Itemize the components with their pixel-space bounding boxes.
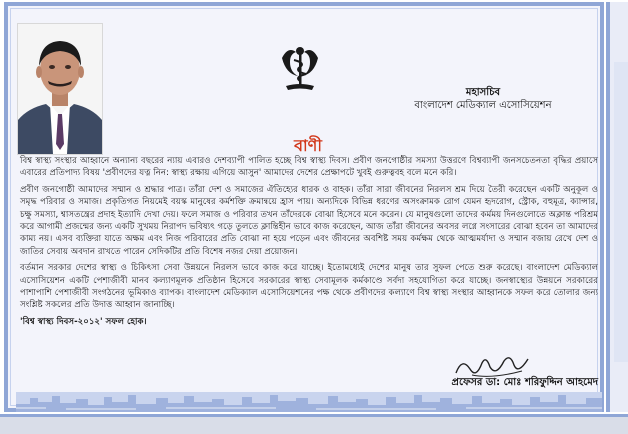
designation-block — [388, 86, 578, 112]
organization-name: বাংলাদেশ মেডিক্যাল এসোসিয়েশন — [414, 100, 552, 111]
designation-title: মহাসচিব — [465, 87, 501, 98]
closing-line: 'বিশ্ব স্বাস্থ্য দিবস-২০১২' সফল হোক। — [20, 316, 147, 327]
message-title: বাণী — [294, 136, 322, 155]
association-emblem-icon — [278, 42, 322, 94]
bottom-border-bar — [0, 414, 628, 434]
message-paragraph: বিশ্ব স্বাস্থ্য সংস্থার আহ্বানে অন্যান্য বছরের ন্যায় এবারও দেশব্যাপী পালিত হচ্ছে বিশ্ব স্বাস্থ্য দিবস। প্রবীণ জনগোষ্ঠীর সমস্যা উত্তরণে বিশ্বব্যাপী জনসচেতনতা বৃদ্ধির প্রয়াসে এবারের প্রতিপাদ্য বিষয় 'প্রবীণদের যত্ন নিন: স্বাস্থ্য রক্ষায় এগিয়ে আসুন' আমাদের দেশের প্রেক্ষাপটে খুবই গুরুত্ববহ বলে মনে করি। — [20, 156, 598, 179]
message-paragraph: প্রবীণ জনগোষ্ঠী আমাদের সম্মান ও শ্রদ্ধার পাত্র। তাঁরা দেশ ও সমাজের ঐতিহ্যের ধারক ও বাহক। তাঁরা সারা জীবনের নিরলস শ্রম দিয়ে তৈরী করেছেন একটি অনুকূল ও সমৃদ্ধ পরিবার ও সমাজ। প্রকৃতিগত নিয়মেই বয়স্ক মানুষের কর্মশক্তি ক্রমান্বয়ে হ্রাস পায়। অন্যদিকে বিভিন্ন ধরণের অসংক্রামক রোগ যেমন হৃদরোগ, স্ট্রোক, বহুমূত্র, ক্যান্সার, চক্ষু সমস্যা, শ্বাসতন্ত্রের প্রদাহ ইত্যাদি দেখা দেয়। ফলে সমাজ ও পরিবার তখন তাঁদেরকে বোঝা হিসেবে মনে করেন। যে মানুষগুলো তাদের কর্মময় দিনগুলোতে অক্লান্ত পরিশ্রম করে আগামী প্রজন্মের জন্য একটি সুখময় নিরাপদ ভবিষ্যৎ গড়ে তুলতে ক্লান্তিহীন ভাবে কাজ করেছেন, আজ তাঁরা জীবনের অবসর লগ্নে সংসারের বোঝা হবেন তা আমাদের কাম্য নয়। এসব ব্যক্তিরা যাতে অক্ষম এবং নিজ পরিবারের প্রতি বোঝা না হয়ে পড়েন এবং জীবনের অবশিষ্ট সময় কর্মক্ষম থেকে আত্মমর্যাদা ও সম্মান বজায় রেখে দেশ ও জাতির সেবায় অবদান রাখতে পারেন সেদিকটির প্রতি বিশেষ নজর দেয়া প্রয়োজন। — [20, 184, 598, 257]
decorative-skyline-border — [16, 392, 602, 412]
adjacent-page-edge — [606, 2, 628, 412]
message-paragraph: বর্তমান সরকার দেশের স্বাস্থ্য ও চিকিৎসা সেবা উন্নয়নে নিরলস ভাবে কাজ করে যাচ্ছে। ইতোমধ্যেই দেশের মানুষ তার সুফল পেতে শুরু করেছে। বাংলাদেশ মেডিক্যাল এসোসিয়েশন একটি পেশাজীবী মানব কল্যাণমূলক প্রতিষ্ঠান হিসেবে সরকারের স্বাস্থ্য সেবামূলক কর্মকাণ্ডে সর্বদা সহযোগিতা করে যাচ্ছে। জনস্বাস্থ্যের উন্নয়নে সরকারের পাশাপাশি পেশাজীবী সংগঠনের ভূমিকাও ব্যাপক। বাংলাদেশ মেডিক্যাল এসোসিয়েশনের পক্ষ থেকে প্রবীণদের কল্যাণে বিশ্ব স্বাস্থ্য সংস্থার আহ্বানকে সফল করে তোলার জন্য সংশ্লিষ্ট সকলের প্রতি উদাত্ত আহ্বান জানাচ্ছি। — [20, 263, 598, 311]
message-card — [4, 2, 604, 412]
portrait-illustration — [18, 24, 102, 154]
portrait-photo — [17, 23, 103, 155]
signatory-name: প্রফেসর ডা: মোঃ শরিফুদ্দিন আহমেদ — [451, 377, 598, 388]
message-body — [20, 155, 598, 332]
adjacent-page-texture — [614, 62, 628, 362]
